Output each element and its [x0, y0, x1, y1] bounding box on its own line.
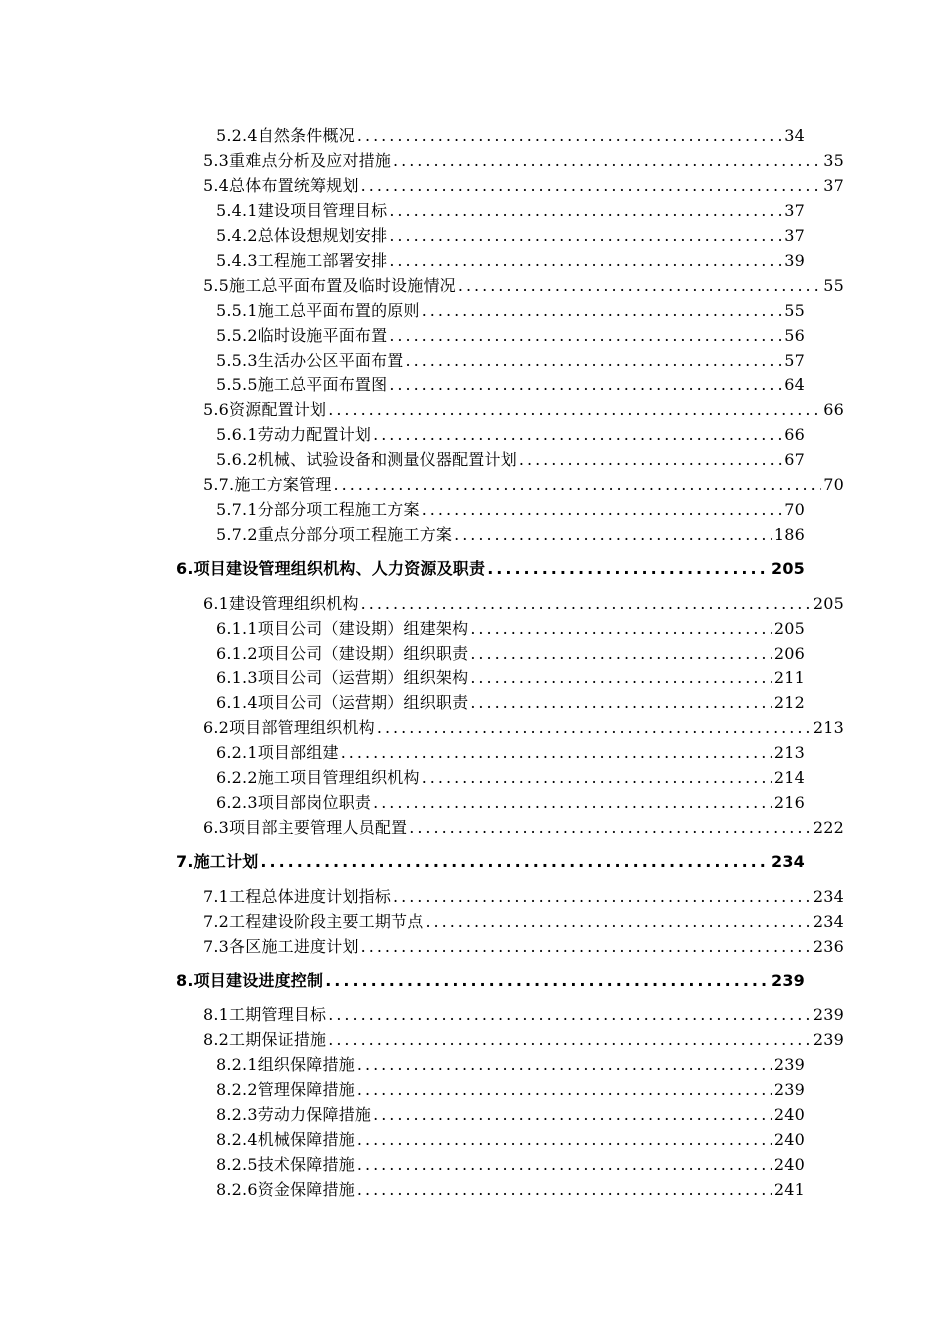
toc-entry-page: 206	[773, 644, 805, 663]
toc-leader-dots	[406, 351, 783, 371]
toc-leader-dots	[334, 475, 822, 495]
toc-entry-page: 216	[773, 793, 805, 812]
toc-entry[interactable]	[203, 887, 844, 909]
toc-entry[interactable]	[216, 226, 805, 248]
toc-entry-page: 39	[784, 251, 805, 270]
toc-entry[interactable]	[216, 375, 805, 397]
toc-leader-dots	[393, 887, 811, 907]
toc-entry[interactable]	[216, 1180, 805, 1202]
toc-entry-title: 6.1.3项目公司（运营期）组织架构	[216, 668, 469, 687]
toc-entry[interactable]	[203, 818, 844, 840]
toc-entry[interactable]	[216, 1080, 805, 1102]
toc-leader-dots	[458, 276, 821, 296]
toc-entry-title: 5.4.1建设项目管理目标	[216, 201, 388, 220]
toc-entry[interactable]	[216, 326, 805, 348]
toc-entry-page: 213	[812, 718, 844, 737]
toc-entry-page: 239	[812, 1030, 844, 1049]
toc-entry-page: 37	[784, 201, 805, 220]
toc-leader-dots	[422, 500, 783, 520]
toc-entry-page: 66	[784, 425, 805, 444]
toc-entry-page: 240	[773, 1155, 805, 1174]
toc-entry-page: 186	[773, 525, 805, 544]
toc-entry[interactable]	[216, 126, 805, 148]
toc-entry-title: 6.1.4项目公司（运营期）组织职责	[216, 693, 469, 712]
toc-entry-title: 8.2.6资金保障措施	[216, 1180, 355, 1199]
toc-entry[interactable]	[216, 301, 805, 323]
toc-entry[interactable]	[203, 475, 844, 497]
toc-leader-dots	[389, 326, 782, 346]
toc-leader-dots	[393, 151, 821, 171]
toc-entry[interactable]	[216, 525, 805, 547]
toc-entry-title: 6.1.2项目公司（建设期）组织职责	[216, 644, 469, 663]
toc-chapter-entry[interactable]	[176, 852, 805, 874]
toc-leader-dots	[357, 1080, 772, 1100]
toc-leader-dots	[389, 251, 782, 271]
toc-entry-title: 8.项目建设进度控制	[176, 971, 324, 990]
toc-entry-title: 8.2.4机械保障措施	[216, 1130, 355, 1149]
toc-entry[interactable]	[216, 644, 805, 666]
toc-leader-dots	[357, 1155, 772, 1175]
toc-entry[interactable]	[216, 668, 805, 690]
toc-entry-title: 5.7.1分部分项工程施工方案	[216, 500, 420, 519]
toc-entry-page: 37	[823, 176, 844, 195]
toc-entry-page: 239	[773, 1055, 805, 1074]
toc-leader-dots	[328, 400, 821, 420]
toc-entry[interactable]	[203, 176, 844, 198]
toc-entry-title: 6.2项目部管理组织机构	[203, 718, 375, 737]
toc-entry-title: 6.项目建设管理组织机构、人力资源及职责	[176, 559, 486, 578]
toc-entry-title: 7.2工程建设阶段主要工期节点	[203, 912, 424, 931]
toc-leader-dots	[328, 1005, 811, 1025]
toc-entry-title: 5.5.5施工总平面布置图	[216, 375, 388, 394]
toc-entry-title: 5.3重难点分析及应对措施	[203, 151, 392, 170]
toc-entry[interactable]	[203, 912, 844, 934]
toc-entry-title: 5.4.2总体设想规划安排	[216, 226, 388, 245]
toc-leader-dots	[470, 693, 772, 713]
toc-entry-page: 241	[773, 1180, 805, 1199]
toc-entry[interactable]	[216, 351, 805, 373]
toc-entry[interactable]	[216, 1055, 805, 1077]
toc-entry-page: 70	[784, 500, 805, 519]
toc-entry-page: 205	[812, 594, 844, 613]
toc-entry-page: 55	[784, 301, 805, 320]
toc-entry[interactable]	[216, 1155, 805, 1177]
toc-entry-title: 5.2.4自然条件概况	[216, 126, 355, 145]
toc-entry-page: 64	[784, 375, 805, 394]
toc-entry-title: 6.1.1项目公司（建设期）组建架构	[216, 619, 469, 638]
toc-entry[interactable]	[203, 276, 844, 298]
toc-entry-page: 239	[771, 971, 805, 990]
toc-entry-title: 8.2.5技术保障措施	[216, 1155, 355, 1174]
toc-entry-page: 55	[823, 276, 844, 295]
toc-leader-dots	[422, 768, 772, 788]
toc-entry[interactable]	[216, 450, 805, 472]
toc-entry-title: 7.施工计划	[176, 852, 259, 871]
toc-leader-dots	[409, 818, 811, 838]
toc-leader-dots	[389, 201, 782, 221]
toc-entry-page: 66	[823, 400, 844, 419]
toc-leader-dots	[373, 793, 772, 813]
toc-entry-page: 213	[773, 743, 805, 762]
toc-entry-title: 8.1工期管理目标	[203, 1005, 327, 1024]
toc-entry[interactable]	[203, 594, 844, 616]
toc-entry-page: 214	[773, 768, 805, 787]
toc-entry-title: 5.5.1施工总平面布置的原则	[216, 301, 420, 320]
toc-entry-page: 70	[823, 475, 844, 494]
toc-entry-title: 5.6.1劳动力配置计划	[216, 425, 372, 444]
toc-entry[interactable]	[216, 1105, 805, 1127]
toc-leader-dots	[377, 718, 811, 738]
toc-leader-dots	[454, 525, 772, 545]
toc-leader-dots	[325, 971, 769, 991]
toc-leader-dots	[357, 1130, 772, 1150]
toc-leader-dots	[470, 644, 772, 664]
toc-entry-title: 6.2.1项目部组建	[216, 743, 339, 762]
toc-entry-page: 211	[773, 668, 805, 687]
toc-leader-dots	[470, 619, 772, 639]
toc-entry-page: 57	[784, 351, 805, 370]
toc-entry-page: 205	[773, 619, 805, 638]
toc-entry-page: 239	[773, 1080, 805, 1099]
toc-entry-title: 5.4.3工程施工部署安排	[216, 251, 388, 270]
toc-leader-dots	[361, 176, 822, 196]
toc-entry[interactable]	[216, 693, 805, 715]
toc-entry-page: 35	[823, 151, 844, 170]
toc-entry-title: 5.7.施工方案管理	[203, 475, 332, 494]
toc-entry[interactable]	[216, 201, 805, 223]
toc-entry-page: 240	[773, 1105, 805, 1124]
toc-entry-page: 222	[812, 818, 844, 837]
toc-leader-dots	[389, 226, 782, 246]
toc-entry-page: 240	[773, 1130, 805, 1149]
toc-entry-page: 56	[784, 326, 805, 345]
toc-entry-page: 234	[812, 912, 844, 931]
toc-leader-dots	[422, 301, 783, 321]
toc-entry-title: 8.2工期保证措施	[203, 1030, 327, 1049]
toc-entry-title: 5.4总体布置统筹规划	[203, 176, 359, 195]
toc-leader-dots	[361, 937, 811, 957]
toc-entry-page: 34	[784, 126, 805, 145]
toc-leader-dots	[361, 594, 811, 614]
toc-entry[interactable]	[216, 425, 805, 447]
toc-entry-title: 8.2.1组织保障措施	[216, 1055, 355, 1074]
toc-leader-dots	[260, 852, 769, 872]
toc-entry[interactable]	[203, 718, 844, 740]
toc-entry[interactable]	[216, 793, 805, 815]
toc-entry-title: 6.1建设管理组织机构	[203, 594, 359, 613]
toc-entry[interactable]	[216, 1130, 805, 1152]
toc-leader-dots	[357, 1180, 772, 1200]
toc-leader-dots	[519, 450, 782, 470]
toc-entry-page: 67	[784, 450, 805, 469]
toc-entry-title: 5.5.3生活办公区平面布置	[216, 351, 404, 370]
toc-entry[interactable]	[216, 251, 805, 273]
toc-entry-page: 234	[771, 852, 805, 871]
toc-entry[interactable]	[203, 937, 844, 959]
toc-entry[interactable]	[216, 619, 805, 641]
toc-leader-dots	[357, 1055, 772, 1075]
toc-entry-title: 6.2.3项目部岗位职责	[216, 793, 372, 812]
toc-entry-title: 5.5.2临时设施平面布置	[216, 326, 388, 345]
toc-entry[interactable]	[216, 500, 805, 522]
toc-entry[interactable]	[216, 768, 805, 790]
toc-entry-title: 5.6.2机械、试验设备和测量仪器配置计划	[216, 450, 517, 469]
toc-chapter-entry[interactable]	[176, 559, 805, 581]
toc-entry[interactable]	[216, 743, 805, 765]
toc-leader-dots	[341, 743, 772, 763]
toc-entry-page: 239	[812, 1005, 844, 1024]
toc-entry-title: 6.2.2施工项目管理组织机构	[216, 768, 420, 787]
toc-leader-dots	[487, 559, 769, 579]
toc-leader-dots	[470, 668, 772, 688]
toc-entry-page: 205	[771, 559, 805, 578]
toc-chapter-entry[interactable]	[176, 971, 805, 993]
toc-entry-page: 37	[784, 226, 805, 245]
toc-entry-page: 234	[812, 887, 844, 906]
toc-entry-title: 6.3项目部主要管理人员配置	[203, 818, 408, 837]
toc-entry[interactable]	[203, 1005, 844, 1027]
toc-entry-page: 236	[812, 937, 844, 956]
toc-entry-title: 8.2.3劳动力保障措施	[216, 1105, 372, 1124]
toc-entry-title: 5.6资源配置计划	[203, 400, 327, 419]
toc-leader-dots	[357, 126, 782, 146]
toc-leader-dots	[389, 375, 782, 395]
toc-entry-title: 8.2.2管理保障措施	[216, 1080, 355, 1099]
toc-entry[interactable]	[203, 151, 844, 173]
toc-entry-title: 7.1工程总体进度计划指标	[203, 887, 392, 906]
toc-leader-dots	[328, 1030, 811, 1050]
toc-entry-title: 5.5施工总平面布置及临时设施情况	[203, 276, 456, 295]
toc-entry[interactable]	[203, 400, 844, 422]
toc-leader-dots	[373, 425, 782, 445]
toc-entry[interactable]	[203, 1030, 844, 1052]
toc-leader-dots	[425, 912, 810, 932]
toc-entry-title: 7.3各区施工进度计划	[203, 937, 359, 956]
toc-entry-title: 5.7.2重点分部分项工程施工方案	[216, 525, 453, 544]
toc-entry-page: 212	[773, 693, 805, 712]
toc-leader-dots	[373, 1105, 772, 1125]
